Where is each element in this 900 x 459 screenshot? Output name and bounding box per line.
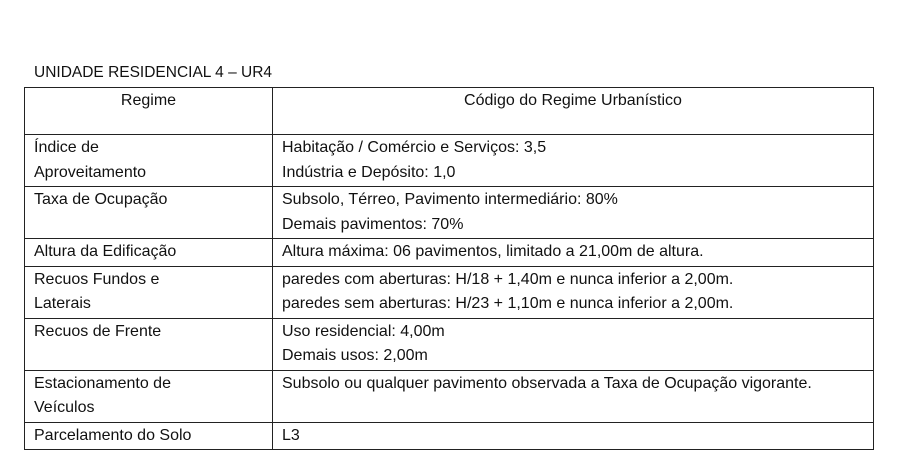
- value-line: Demais usos: 2,00m: [282, 347, 428, 364]
- table-row: [25, 370, 874, 422]
- table-row: [25, 422, 874, 450]
- table-row: [25, 318, 874, 370]
- label-line: Taxa de Ocupação: [34, 191, 168, 208]
- table-header-row: [25, 88, 874, 135]
- row-label: [25, 318, 273, 370]
- row-value: [273, 266, 874, 318]
- row-value: [273, 187, 874, 239]
- row-value: [273, 370, 874, 422]
- regime-table: [24, 87, 874, 450]
- value-line: paredes com aberturas: H/18 + 1,40m e nunca inferior a 2,00m.: [282, 270, 734, 288]
- label-line: Recuos Fundos e: [34, 270, 160, 288]
- label-line: Veículos: [34, 399, 95, 416]
- table-row: [25, 266, 874, 318]
- table-row: [25, 135, 874, 187]
- row-value: [273, 239, 874, 267]
- row-label: [25, 239, 273, 267]
- value-line: Demais pavimentos: 70%: [282, 215, 464, 233]
- value-line: L3: [282, 426, 300, 444]
- label-line: Parcelamento do Solo: [34, 426, 192, 444]
- value-line: paredes sem aberturas: H/23 + 1,10m e nunca inferior a 2,00m.: [282, 295, 734, 312]
- value-line: Subsolo, Térreo, Pavimento intermediário: 80%: [282, 191, 618, 208]
- label-line: Aproveitamento: [34, 163, 147, 181]
- row-value: [273, 422, 874, 450]
- value-line: Uso residencial: 4,00m: [282, 322, 445, 340]
- row-label: [25, 135, 273, 187]
- value-line: Indústria e Depósito: 1,0: [282, 163, 456, 181]
- row-label: [25, 422, 273, 450]
- label-line: Índice de: [34, 139, 99, 156]
- row-value: [273, 135, 874, 187]
- header-regime: Regime: [25, 88, 273, 135]
- table-row: [25, 187, 874, 239]
- header-codigo: Código do Regime Urbanístico: [273, 88, 874, 135]
- value-line: Altura máxima: 06 pavimentos, limitado a 21,00m de altura.: [282, 243, 704, 260]
- value-line: Habitação / Comércio e Serviços: 3,5: [282, 139, 547, 156]
- document-title: UNIDADE RESIDENCIAL 4 – UR4: [34, 64, 273, 81]
- row-label: [25, 266, 273, 318]
- table-row: [25, 239, 874, 267]
- label-line: Altura da Edificação: [34, 243, 177, 260]
- row-value: [273, 318, 874, 370]
- label-line: Recuos de Frente: [34, 322, 162, 340]
- row-label: [25, 187, 273, 239]
- value-line: Subsolo ou qualquer pavimento observada a Taxa de Ocupação vigorante.: [282, 374, 812, 392]
- label-line: Estacionamento de: [34, 374, 171, 392]
- row-label: [25, 370, 273, 422]
- label-line: Laterais: [34, 295, 91, 312]
